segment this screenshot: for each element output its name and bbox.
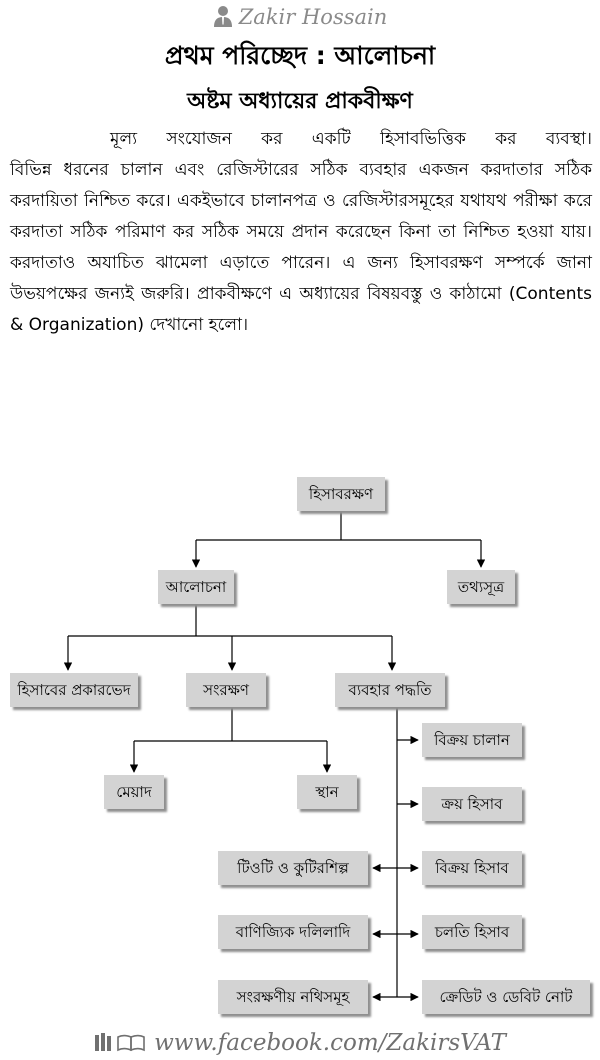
node-cottage-industry: টিওটি ও কুটিরশিল্প [218, 851, 368, 885]
node-purchase-account: ক্রয় হিসাব [422, 787, 522, 821]
node-preservable-files: সংরক্ষণীয় নথিসমূহ [218, 980, 368, 1014]
footer [0, 1030, 600, 1056]
node-discussion: আলোচনা [158, 570, 234, 604]
node-credit-debit-note: ক্রেডিট ও ডেবিট নোট [422, 980, 590, 1014]
intro-first-line: মূল্য সংযোজন কর একটি হিসাবভিত্তিক কর ব্যবস্থা। [110, 129, 592, 149]
books-icon [94, 1032, 146, 1052]
node-sources: তথ্যসূত্র [447, 570, 515, 604]
node-account-types: হিসাবের প্রকারভেদ [10, 673, 138, 707]
facebook-url[interactable]: www.facebook.com/ZakirsVAT [154, 1030, 506, 1056]
page-title: প্রথম পরিচ্ছেদ : আলোচনা [164, 41, 436, 70]
node-place: স্থান [297, 775, 357, 809]
node-preservation: সংরক্ষণ [186, 673, 266, 707]
node-usage-method: ব্যবহার পদ্ধতি [335, 673, 445, 707]
chapter-preview-heading: অষ্টম অধ্যায়ের প্রাকবীক্ষণ [187, 89, 413, 114]
intro-body: বিভিন্ন ধরনের চালান এবং রেজিস্টারের সঠিক ব্যবহার একজন করদাতার সঠিক করদায়িতা নিশ্চিত করে। একইভাবে চালানপত্র ও রেজিস্টারসমূহের যথাযথ পরীক্ষা করে করদাতা সঠিক পরিমাণ কর সঠিক সময়ে প্রদান করেছেন কিনা তা নিশ্চিত হওয়া যায়। করদাতাও অযাচিত ঝামেলা এড়াতে পারেন। এ জন্য হিসাবরক্ষণ সম্পর্কে জানা উভয়পক্ষের জন্যই জরুরি। প্রাকবীক্ষণে এ অধ্যায়ের বিষয়বস্তু ও কাঠামো (Contents & Organization) দেখানো হলো। [10, 160, 592, 335]
node-duration: মেয়াদ [104, 775, 164, 809]
node-accounting: হিসাবরক্ষণ [297, 477, 385, 511]
node-sales-account: বিক্রয় হিসাব [422, 851, 522, 885]
node-sales-invoice: বিক্রয় চালান [422, 723, 522, 757]
node-current-account: চলতি হিসাব [422, 915, 522, 949]
author-name: Zakir Hossain [238, 5, 388, 29]
node-commercial-docs: বাণিজ্যিক দলিলাদি [218, 915, 368, 949]
